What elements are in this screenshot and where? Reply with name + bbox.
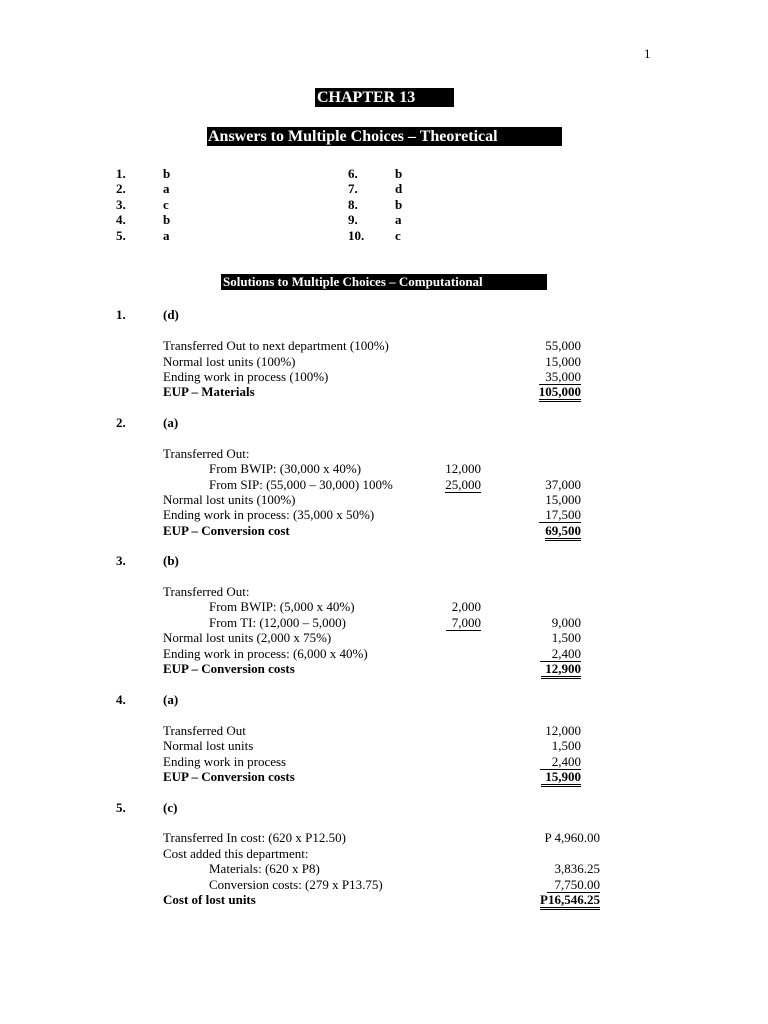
line-label: EUP – Conversion costs	[163, 769, 295, 784]
line-label: Cost added this department:	[163, 846, 309, 861]
answer-number: 9.	[348, 212, 358, 227]
line-total: 69,500	[545, 523, 581, 541]
line-total: 12,900	[541, 661, 581, 679]
chapter-title: CHAPTER 13	[315, 88, 454, 107]
answer-letter: d	[395, 181, 403, 196]
answer-letter: a	[395, 212, 402, 227]
line-label: Normal lost units	[163, 738, 254, 753]
solution-answer: (a)	[163, 415, 179, 430]
solution-answer: (b)	[163, 553, 179, 568]
solution-answer: (a)	[163, 692, 179, 707]
line-label: Normal lost units (100%)	[163, 492, 296, 507]
line-total: 12,000	[545, 723, 581, 738]
theoretical-header: Answers to Multiple Choices – Theoretical	[207, 127, 562, 146]
line-subtotal: 7,000	[446, 615, 481, 631]
computational-header: Solutions to Multiple Choices – Computational	[221, 274, 547, 290]
answer-letter: b	[163, 212, 171, 227]
page-number: 1	[644, 46, 651, 61]
line-label: Materials: (620 x P8)	[209, 861, 320, 876]
answer-letter: c	[163, 197, 169, 212]
line-total: 3,836.25	[554, 861, 600, 876]
line-label: Ending work in process (100%)	[163, 369, 329, 384]
line-label: EUP – Conversion cost	[163, 523, 290, 538]
line-label: Transferred Out	[163, 723, 246, 738]
line-total: 55,000	[545, 338, 581, 353]
solution-number: 1.	[116, 307, 126, 322]
line-label: Transferred Out:	[163, 584, 250, 599]
line-total: 17,500	[539, 507, 581, 523]
line-label: Transferred Out to next department (100%)	[163, 338, 389, 353]
solution-number: 5.	[116, 800, 126, 815]
line-label: Ending work in process: (6,000 x 40%)	[163, 646, 368, 661]
solution-number: 2.	[116, 415, 126, 430]
line-label: From BWIP: (5,000 x 40%)	[209, 599, 355, 614]
answer-letter: b	[163, 166, 171, 181]
line-label: EUP – Materials	[163, 384, 255, 399]
answer-letter: b	[395, 166, 403, 181]
line-label: Ending work in process	[163, 754, 287, 769]
answer-number: 3.	[116, 197, 126, 212]
solution-answer: (c)	[163, 800, 178, 815]
answer-number: 4.	[116, 212, 126, 227]
answer-number: 5.	[116, 228, 126, 243]
solution-number: 3.	[116, 553, 126, 568]
line-total: 7,750.00	[547, 877, 601, 893]
line-total: 9,000	[551, 615, 581, 630]
line-total: 15,000	[545, 492, 581, 507]
line-subtotal: 2,000	[451, 599, 481, 614]
line-total: 35,000	[539, 369, 581, 385]
answer-number: 10.	[348, 228, 365, 243]
answer-letter: b	[395, 197, 403, 212]
solution-answer: (d)	[163, 307, 179, 322]
answer-letter: c	[395, 228, 401, 243]
line-label: From BWIP: (30,000 x 40%)	[209, 461, 362, 476]
answer-number: 2.	[116, 181, 126, 196]
line-label: From TI: (12,000 – 5,000)	[209, 615, 346, 630]
line-total: P 4,960.00	[544, 830, 600, 845]
answer-letter: a	[163, 228, 170, 243]
line-total: 105,000	[539, 384, 581, 402]
line-subtotal: 25,000	[445, 477, 481, 492]
line-total: 1,500	[551, 630, 581, 645]
line-label: EUP – Conversion costs	[163, 661, 295, 676]
line-label: From SIP: (55,000 – 30,000) 100%	[209, 477, 393, 492]
answer-number: 6.	[348, 166, 358, 181]
line-subtotal: 12,000	[445, 461, 481, 476]
line-label: Ending work in process: (35,000 x 50%)	[163, 507, 375, 522]
line-total: 37,000	[545, 477, 581, 492]
line-total: 1,500	[551, 738, 581, 753]
line-label: Normal lost units (2,000 x 75%)	[163, 630, 332, 645]
line-total: 2,400	[540, 754, 581, 770]
answer-letter: a	[163, 181, 170, 196]
line-label: Normal lost units (100%)	[163, 354, 296, 369]
line-label: Cost of lost units	[163, 892, 256, 907]
line-total: 15,000	[545, 354, 581, 369]
line-total: 15,900	[541, 769, 581, 787]
line-total: P16,546.25	[540, 892, 600, 910]
answer-number: 8.	[348, 197, 358, 212]
line-label: Transferred Out:	[163, 446, 250, 461]
line-label: Transferred In cost: (620 x P12.50)	[163, 830, 346, 845]
solution-number: 4.	[116, 692, 126, 707]
answer-number: 1.	[116, 166, 126, 181]
answer-number: 7.	[348, 181, 358, 196]
line-total: 2,400	[540, 646, 581, 662]
line-label: Conversion costs: (279 x P13.75)	[209, 877, 383, 892]
